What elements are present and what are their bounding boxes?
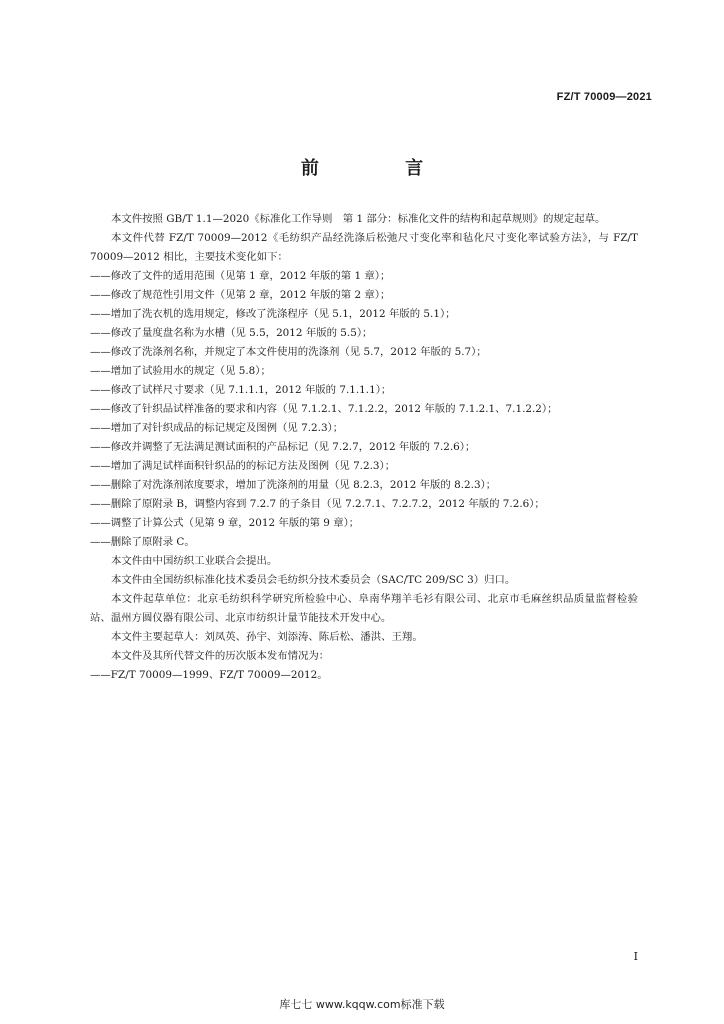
- foreword-body: [90, 210, 638, 685]
- paragraph-proposer: 本文件由中国纺织工业联合会提出。: [111, 555, 278, 567]
- list-item: ——删除了对洗涤剂浓度要求，增加了洗涤剂的用量（见 8.2.3，2012 年版的 8.2.3）；: [90, 479, 497, 491]
- paragraph-version-history: 本文件及其所代替文件的历次版本发布情况为：: [111, 650, 330, 662]
- list-item: ——修改并调整了无法满足测试面积的产品标记（见 7.2.7，2012 年版的 7.2.6）；: [90, 441, 476, 453]
- paragraph-technical-committee: 本文件由全国纺织标准化技术委员会毛纺织分技术委员会（SAC/TC 209/SC 3）归口。: [111, 574, 516, 586]
- paragraph-drafting-units: 本文件起草单位：北京毛纺织科学研究所检验中心、阜南华翔羊毛衫有限公司、北京市毛麻丝织品质量监督检验站、温州方圆仪器有限公司、北京市纺织计量节能技术开发中心。: [90, 593, 638, 624]
- change-list: [90, 267, 638, 552]
- list-item: ——修改了针织品试样准备的要求和内容（见 7.1.2.1、7.1.2.2，2012 年版的 7.1.2.1、7.1.2.2）；: [90, 403, 558, 415]
- list-item: ——删除了原附录 B，调整内容到 7.2.7 的子条目（见 7.2.7.1、7.2.7.2，2012 年版的 7.2.6）；: [90, 498, 545, 510]
- page-title: 前 言: [300, 158, 464, 179]
- list-item: ——增加了满足试样面积针织品的的标记方法及图例（见 7.2.3）；: [90, 460, 396, 472]
- list-item: ——修改了文件的适用范围（见第 1 章，2012 年版的第 1 章）；: [90, 270, 391, 282]
- page-number: I: [633, 950, 638, 963]
- list-item: ——修改了洗涤剂名称，并规定了本文件使用的洗涤剂（见 5.7，2012 年版的 5.7）；: [90, 346, 487, 358]
- paragraph-replacement: 本文件代替 FZ/T 70009—2012《毛纺织产品经洗涤后松弛尺寸变化率和毡化尺寸变化率试验方法》，与 FZ/T 70009—2012 相比，主要技术变化如下：: [90, 232, 638, 263]
- list-item: ——修改了试样尺寸要求（见 7.1.1.1，2012 年版的 7.1.1.1）；: [90, 384, 392, 396]
- list-item: ——修改了量度盘名称为水槽（见 5.5，2012 年版的 5.5）；: [90, 327, 373, 339]
- paragraph-drafting-rules: 本文件按照 GB/T 1.1—2020《标准化工作导则 第 1 部分：标准化文件的结构和起草规则》的规定起草。: [111, 213, 606, 225]
- list-item: ——FZ/T 70009—1999、FZ/T 70009—2012。: [90, 669, 328, 681]
- document-code: FZ/T 70009—2021: [556, 91, 652, 103]
- list-item: ——删除了原附录 C。: [90, 536, 195, 548]
- footer-watermark: 库七七 www.kqqw.com标准下载: [279, 998, 445, 1011]
- list-item: ——修改了规范性引用文件（见第 2 章，2012 年版的第 2 章）；: [90, 289, 391, 301]
- list-item: ——增加了对针织成品的标记规定及图例（见 7.2.3）；: [90, 422, 344, 434]
- list-item: ——增加了试验用水的规定（见 5.8）；: [90, 365, 271, 377]
- paragraph-drafters: 本文件主要起草人：刘凤英、孙宇、刘添涛、陈后松、潘洪、王翔。: [111, 631, 423, 643]
- list-item: ——增加了洗衣机的选用规定，修改了洗涤程序（见 5.1，2012 年版的 5.1）；: [90, 308, 456, 320]
- list-item: ——调整了计算公式（见第 9 章，2012 年版的第 9 章）；: [90, 517, 360, 529]
